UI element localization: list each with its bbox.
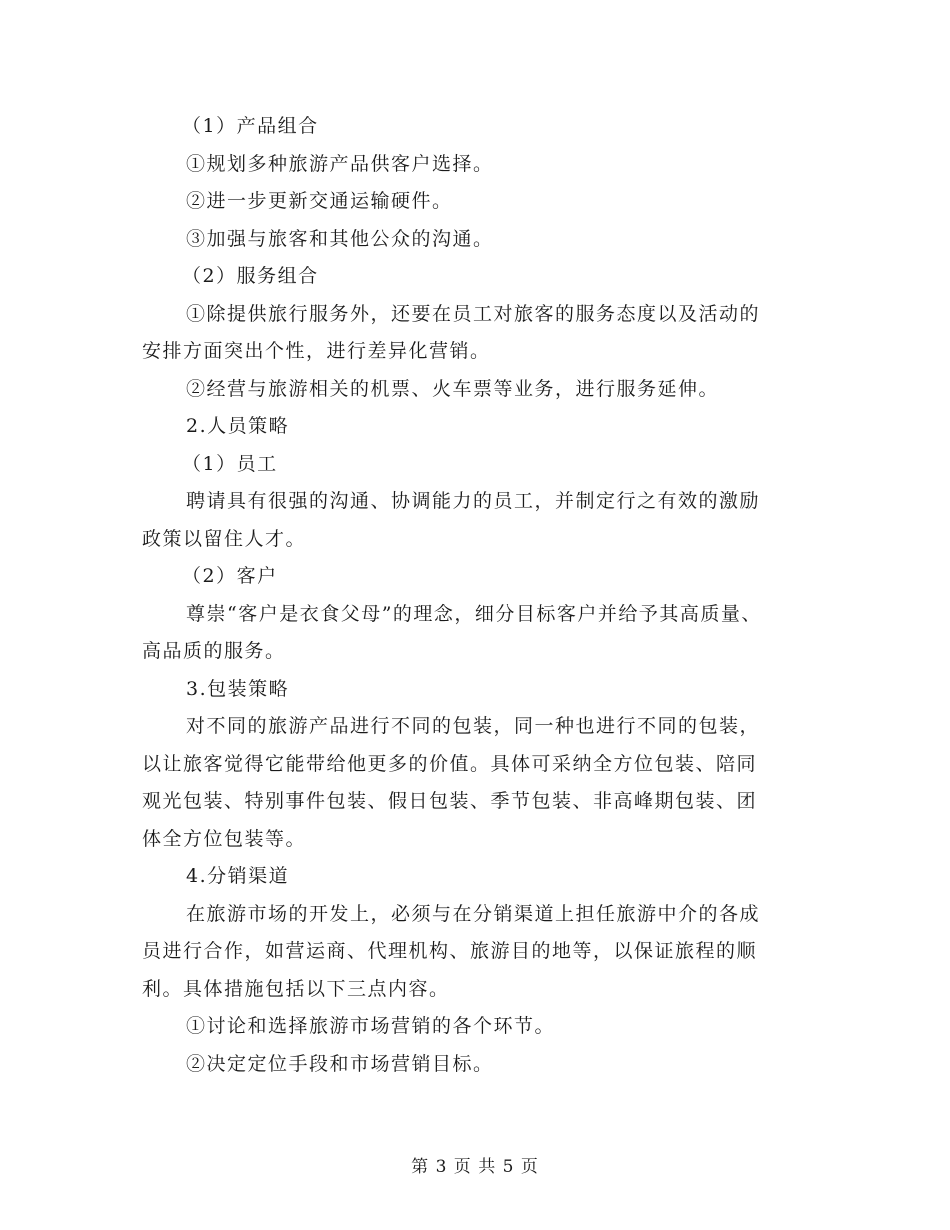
paragraph-line: ①除提供旅行服务外，还要在员工对旅客的服务态度以及活动的	[186, 302, 761, 325]
paragraph-line: 利。具体措施包括以下三点内容。	[142, 977, 450, 1000]
section-heading-packaging: 3.包装策略	[186, 677, 290, 700]
section-heading-personnel: 2.人员策略	[186, 415, 290, 437]
page-number-footer: 第 3 页 共 5 页	[411, 1157, 539, 1177]
paragraph-line: 高品质的服务。	[142, 640, 286, 662]
paragraph-line: 政策以留住人才。	[142, 527, 307, 550]
paragraph-line: 尊崇“客户是衣食父母”的理念，细分目标客户并给予其高质量、	[186, 602, 762, 625]
paragraph-line: 在旅游市场的开发上，必须与在分销渠道上担任旅游中介的各成	[186, 902, 761, 925]
paragraph-line: ②进一步更新交通运输硬件。	[186, 190, 453, 212]
subheading-service-mix: （2）服务组合	[182, 265, 319, 287]
paragraph-line: 员进行合作，如营运商、代理机构、旅游目的地等，以保证旅程的顺	[142, 940, 758, 962]
paragraph-line: ①规划多种旅游产品供客户选择。	[186, 152, 494, 175]
paragraph-line: 以让旅客觉得它能带给他更多的价值。具体可采纳全方位包装、陪同	[142, 752, 758, 775]
paragraph-line: 体全方位包装等。	[142, 827, 307, 850]
section-heading-distribution: 4.分销渠道	[186, 865, 290, 887]
paragraph-line: ③加强与旅客和其他公众的沟通。	[186, 227, 494, 250]
paragraph-line: ①讨论和选择旅游市场营销的各个环节。	[186, 1015, 556, 1037]
document-body	[142, 108, 814, 1083]
paragraph-line: ②经营与旅游相关的机票、火车票等业务，进行服务延伸。	[186, 377, 720, 400]
paragraph-line: 安排方面突出个性，进行差异化营销。	[142, 340, 491, 362]
subheading-customers: （2）客户	[182, 565, 278, 587]
paragraph-line: 对不同的旅游产品进行不同的包装，同一种也进行不同的包装，	[186, 715, 761, 737]
paragraph-line: 观光包装、特别事件包装、假日包装、季节包装、非高峰期包装、团	[142, 790, 758, 812]
subheading-product-mix: （1）产品组合	[182, 115, 319, 137]
paragraph-line: ②决定定位手段和市场营销目标。	[186, 1052, 494, 1075]
subheading-staff: （1）员工	[182, 452, 278, 475]
paragraph-line: 聘请具有很强的沟通、协调能力的员工，并制定行之有效的激励	[186, 490, 761, 512]
